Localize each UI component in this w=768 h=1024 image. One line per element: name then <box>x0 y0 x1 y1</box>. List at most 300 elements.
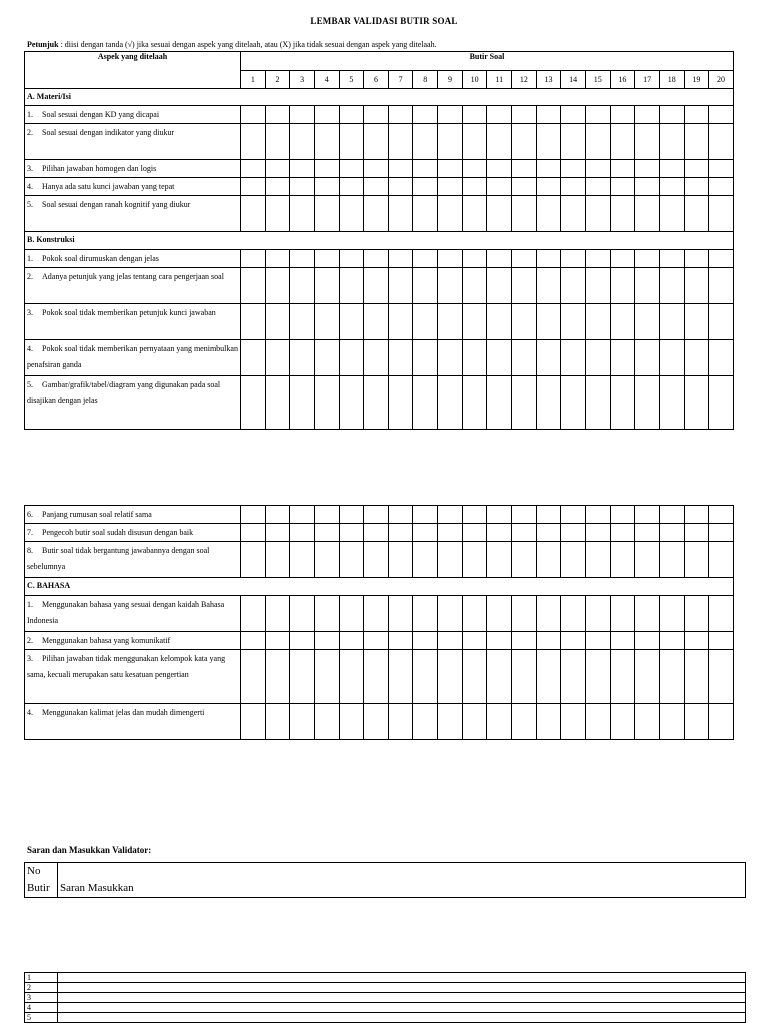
check-cell-item-17[interactable] <box>635 650 660 704</box>
check-cell-item-17[interactable] <box>635 524 660 542</box>
check-cell-item-2[interactable] <box>265 596 290 632</box>
check-cell-item-13[interactable] <box>536 250 561 268</box>
check-cell-item-9[interactable] <box>438 106 463 124</box>
check-cell-item-6[interactable] <box>364 340 389 376</box>
check-cell-item-3[interactable] <box>290 542 315 578</box>
check-cell-item-18[interactable] <box>659 196 684 232</box>
check-cell-item-16[interactable] <box>610 542 635 578</box>
check-cell-item-7[interactable] <box>388 106 413 124</box>
check-cell-item-11[interactable] <box>487 596 512 632</box>
check-cell-item-5[interactable] <box>339 596 364 632</box>
check-cell-item-4[interactable] <box>314 632 339 650</box>
check-cell-item-8[interactable] <box>413 524 438 542</box>
check-cell-item-9[interactable] <box>438 160 463 178</box>
check-cell-item-3[interactable] <box>290 650 315 704</box>
check-cell-item-13[interactable] <box>536 596 561 632</box>
check-cell-item-12[interactable] <box>512 376 537 430</box>
check-cell-item-12[interactable] <box>512 542 537 578</box>
check-cell-item-16[interactable] <box>610 178 635 196</box>
check-cell-item-18[interactable] <box>659 524 684 542</box>
check-cell-item-17[interactable] <box>635 704 660 740</box>
check-cell-item-7[interactable] <box>388 268 413 304</box>
check-cell-item-10[interactable] <box>462 124 487 160</box>
check-cell-item-5[interactable] <box>339 106 364 124</box>
check-cell-item-1[interactable] <box>241 340 266 376</box>
check-cell-item-5[interactable] <box>339 160 364 178</box>
check-cell-item-6[interactable] <box>364 304 389 340</box>
check-cell-item-18[interactable] <box>659 704 684 740</box>
check-cell-item-16[interactable] <box>610 268 635 304</box>
check-cell-item-8[interactable] <box>413 160 438 178</box>
check-cell-item-16[interactable] <box>610 650 635 704</box>
check-cell-item-13[interactable] <box>536 196 561 232</box>
check-cell-item-4[interactable] <box>314 178 339 196</box>
check-cell-item-17[interactable] <box>635 250 660 268</box>
check-cell-item-1[interactable] <box>241 704 266 740</box>
check-cell-item-12[interactable] <box>512 268 537 304</box>
check-cell-item-17[interactable] <box>635 632 660 650</box>
check-cell-item-11[interactable] <box>487 250 512 268</box>
check-cell-item-6[interactable] <box>364 178 389 196</box>
check-cell-item-13[interactable] <box>536 340 561 376</box>
check-cell-item-9[interactable] <box>438 596 463 632</box>
check-cell-item-12[interactable] <box>512 506 537 524</box>
check-cell-item-3[interactable] <box>290 106 315 124</box>
check-cell-item-13[interactable] <box>536 542 561 578</box>
check-cell-item-14[interactable] <box>561 268 586 304</box>
check-cell-item-10[interactable] <box>462 632 487 650</box>
check-cell-item-1[interactable] <box>241 304 266 340</box>
check-cell-item-2[interactable] <box>265 524 290 542</box>
check-cell-item-3[interactable] <box>290 124 315 160</box>
check-cell-item-17[interactable] <box>635 124 660 160</box>
check-cell-item-9[interactable] <box>438 340 463 376</box>
check-cell-item-18[interactable] <box>659 304 684 340</box>
check-cell-item-10[interactable] <box>462 340 487 376</box>
check-cell-item-10[interactable] <box>462 376 487 430</box>
check-cell-item-6[interactable] <box>364 160 389 178</box>
check-cell-item-14[interactable] <box>561 524 586 542</box>
check-cell-item-5[interactable] <box>339 304 364 340</box>
check-cell-item-18[interactable] <box>659 340 684 376</box>
check-cell-item-13[interactable] <box>536 160 561 178</box>
check-cell-item-7[interactable] <box>388 304 413 340</box>
check-cell-item-15[interactable] <box>585 124 610 160</box>
check-cell-item-2[interactable] <box>265 106 290 124</box>
check-cell-item-10[interactable] <box>462 178 487 196</box>
check-cell-item-14[interactable] <box>561 704 586 740</box>
check-cell-item-19[interactable] <box>684 106 709 124</box>
check-cell-item-11[interactable] <box>487 106 512 124</box>
check-cell-item-19[interactable] <box>684 160 709 178</box>
check-cell-item-9[interactable] <box>438 542 463 578</box>
check-cell-item-2[interactable] <box>265 196 290 232</box>
check-cell-item-19[interactable] <box>684 196 709 232</box>
check-cell-item-1[interactable] <box>241 376 266 430</box>
check-cell-item-20[interactable] <box>709 524 734 542</box>
check-cell-item-4[interactable] <box>314 268 339 304</box>
check-cell-item-11[interactable] <box>487 124 512 160</box>
check-cell-item-7[interactable] <box>388 250 413 268</box>
saran-row-input[interactable] <box>58 1013 746 1023</box>
check-cell-item-17[interactable] <box>635 196 660 232</box>
check-cell-item-1[interactable] <box>241 178 266 196</box>
check-cell-item-13[interactable] <box>536 632 561 650</box>
check-cell-item-3[interactable] <box>290 304 315 340</box>
check-cell-item-9[interactable] <box>438 376 463 430</box>
check-cell-item-7[interactable] <box>388 376 413 430</box>
check-cell-item-16[interactable] <box>610 596 635 632</box>
check-cell-item-8[interactable] <box>413 340 438 376</box>
check-cell-item-15[interactable] <box>585 376 610 430</box>
check-cell-item-6[interactable] <box>364 506 389 524</box>
check-cell-item-5[interactable] <box>339 250 364 268</box>
check-cell-item-6[interactable] <box>364 542 389 578</box>
check-cell-item-13[interactable] <box>536 524 561 542</box>
check-cell-item-14[interactable] <box>561 178 586 196</box>
saran-row-input[interactable] <box>58 983 746 993</box>
check-cell-item-13[interactable] <box>536 268 561 304</box>
check-cell-item-18[interactable] <box>659 124 684 160</box>
check-cell-item-1[interactable] <box>241 524 266 542</box>
check-cell-item-20[interactable] <box>709 650 734 704</box>
check-cell-item-6[interactable] <box>364 124 389 160</box>
check-cell-item-7[interactable] <box>388 178 413 196</box>
check-cell-item-17[interactable] <box>635 596 660 632</box>
check-cell-item-11[interactable] <box>487 304 512 340</box>
check-cell-item-9[interactable] <box>438 506 463 524</box>
check-cell-item-12[interactable] <box>512 650 537 704</box>
check-cell-item-15[interactable] <box>585 596 610 632</box>
check-cell-item-2[interactable] <box>265 542 290 578</box>
check-cell-item-4[interactable] <box>314 160 339 178</box>
check-cell-item-3[interactable] <box>290 704 315 740</box>
check-cell-item-14[interactable] <box>561 596 586 632</box>
check-cell-item-14[interactable] <box>561 304 586 340</box>
check-cell-item-15[interactable] <box>585 524 610 542</box>
check-cell-item-14[interactable] <box>561 106 586 124</box>
check-cell-item-10[interactable] <box>462 704 487 740</box>
check-cell-item-20[interactable] <box>709 632 734 650</box>
check-cell-item-4[interactable] <box>314 196 339 232</box>
check-cell-item-12[interactable] <box>512 106 537 124</box>
check-cell-item-8[interactable] <box>413 196 438 232</box>
check-cell-item-10[interactable] <box>462 650 487 704</box>
check-cell-item-16[interactable] <box>610 124 635 160</box>
check-cell-item-14[interactable] <box>561 376 586 430</box>
check-cell-item-8[interactable] <box>413 650 438 704</box>
check-cell-item-14[interactable] <box>561 160 586 178</box>
check-cell-item-5[interactable] <box>339 704 364 740</box>
check-cell-item-1[interactable] <box>241 124 266 160</box>
check-cell-item-4[interactable] <box>314 650 339 704</box>
check-cell-item-19[interactable] <box>684 650 709 704</box>
check-cell-item-6[interactable] <box>364 632 389 650</box>
check-cell-item-8[interactable] <box>413 596 438 632</box>
check-cell-item-8[interactable] <box>413 506 438 524</box>
check-cell-item-5[interactable] <box>339 632 364 650</box>
check-cell-item-1[interactable] <box>241 596 266 632</box>
check-cell-item-15[interactable] <box>585 250 610 268</box>
check-cell-item-11[interactable] <box>487 704 512 740</box>
check-cell-item-9[interactable] <box>438 196 463 232</box>
check-cell-item-15[interactable] <box>585 196 610 232</box>
check-cell-item-14[interactable] <box>561 250 586 268</box>
check-cell-item-1[interactable] <box>241 542 266 578</box>
check-cell-item-8[interactable] <box>413 704 438 740</box>
check-cell-item-4[interactable] <box>314 340 339 376</box>
check-cell-item-12[interactable] <box>512 304 537 340</box>
check-cell-item-18[interactable] <box>659 268 684 304</box>
check-cell-item-15[interactable] <box>585 160 610 178</box>
check-cell-item-12[interactable] <box>512 250 537 268</box>
check-cell-item-11[interactable] <box>487 196 512 232</box>
check-cell-item-7[interactable] <box>388 596 413 632</box>
check-cell-item-10[interactable] <box>462 596 487 632</box>
check-cell-item-7[interactable] <box>388 650 413 704</box>
check-cell-item-11[interactable] <box>487 650 512 704</box>
check-cell-item-4[interactable] <box>314 596 339 632</box>
check-cell-item-9[interactable] <box>438 250 463 268</box>
check-cell-item-10[interactable] <box>462 160 487 178</box>
check-cell-item-18[interactable] <box>659 106 684 124</box>
check-cell-item-1[interactable] <box>241 506 266 524</box>
check-cell-item-16[interactable] <box>610 376 635 430</box>
check-cell-item-5[interactable] <box>339 340 364 376</box>
check-cell-item-6[interactable] <box>364 524 389 542</box>
check-cell-item-13[interactable] <box>536 178 561 196</box>
check-cell-item-2[interactable] <box>265 304 290 340</box>
check-cell-item-12[interactable] <box>512 596 537 632</box>
check-cell-item-5[interactable] <box>339 650 364 704</box>
check-cell-item-2[interactable] <box>265 124 290 160</box>
check-cell-item-3[interactable] <box>290 160 315 178</box>
check-cell-item-16[interactable] <box>610 196 635 232</box>
check-cell-item-10[interactable] <box>462 524 487 542</box>
check-cell-item-9[interactable] <box>438 304 463 340</box>
check-cell-item-9[interactable] <box>438 524 463 542</box>
check-cell-item-8[interactable] <box>413 268 438 304</box>
saran-row-input[interactable] <box>58 1003 746 1013</box>
check-cell-item-4[interactable] <box>314 376 339 430</box>
check-cell-item-15[interactable] <box>585 542 610 578</box>
check-cell-item-15[interactable] <box>585 178 610 196</box>
check-cell-item-4[interactable] <box>314 506 339 524</box>
check-cell-item-3[interactable] <box>290 524 315 542</box>
check-cell-item-15[interactable] <box>585 304 610 340</box>
check-cell-item-13[interactable] <box>536 376 561 430</box>
check-cell-item-15[interactable] <box>585 632 610 650</box>
check-cell-item-15[interactable] <box>585 650 610 704</box>
check-cell-item-5[interactable] <box>339 376 364 430</box>
check-cell-item-18[interactable] <box>659 506 684 524</box>
check-cell-item-18[interactable] <box>659 178 684 196</box>
check-cell-item-15[interactable] <box>585 340 610 376</box>
check-cell-item-10[interactable] <box>462 542 487 578</box>
check-cell-item-17[interactable] <box>635 542 660 578</box>
check-cell-item-11[interactable] <box>487 506 512 524</box>
check-cell-item-14[interactable] <box>561 340 586 376</box>
check-cell-item-16[interactable] <box>610 524 635 542</box>
check-cell-item-7[interactable] <box>388 506 413 524</box>
check-cell-item-19[interactable] <box>684 524 709 542</box>
check-cell-item-8[interactable] <box>413 376 438 430</box>
check-cell-item-16[interactable] <box>610 304 635 340</box>
check-cell-item-3[interactable] <box>290 178 315 196</box>
check-cell-item-20[interactable] <box>709 250 734 268</box>
check-cell-item-4[interactable] <box>314 542 339 578</box>
check-cell-item-12[interactable] <box>512 524 537 542</box>
check-cell-item-1[interactable] <box>241 632 266 650</box>
check-cell-item-1[interactable] <box>241 106 266 124</box>
check-cell-item-9[interactable] <box>438 704 463 740</box>
check-cell-item-12[interactable] <box>512 704 537 740</box>
check-cell-item-6[interactable] <box>364 250 389 268</box>
check-cell-item-9[interactable] <box>438 268 463 304</box>
check-cell-item-13[interactable] <box>536 506 561 524</box>
check-cell-item-16[interactable] <box>610 250 635 268</box>
check-cell-item-17[interactable] <box>635 268 660 304</box>
check-cell-item-4[interactable] <box>314 250 339 268</box>
check-cell-item-20[interactable] <box>709 304 734 340</box>
check-cell-item-14[interactable] <box>561 196 586 232</box>
check-cell-item-15[interactable] <box>585 506 610 524</box>
check-cell-item-12[interactable] <box>512 160 537 178</box>
check-cell-item-18[interactable] <box>659 632 684 650</box>
check-cell-item-20[interactable] <box>709 268 734 304</box>
check-cell-item-9[interactable] <box>438 124 463 160</box>
check-cell-item-9[interactable] <box>438 650 463 704</box>
check-cell-item-20[interactable] <box>709 506 734 524</box>
saran-row-input[interactable] <box>58 993 746 1003</box>
check-cell-item-17[interactable] <box>635 106 660 124</box>
check-cell-item-6[interactable] <box>364 376 389 430</box>
check-cell-item-20[interactable] <box>709 178 734 196</box>
check-cell-item-8[interactable] <box>413 632 438 650</box>
check-cell-item-6[interactable] <box>364 196 389 232</box>
check-cell-item-9[interactable] <box>438 178 463 196</box>
check-cell-item-3[interactable] <box>290 196 315 232</box>
check-cell-item-6[interactable] <box>364 650 389 704</box>
check-cell-item-19[interactable] <box>684 178 709 196</box>
check-cell-item-8[interactable] <box>413 250 438 268</box>
check-cell-item-20[interactable] <box>709 124 734 160</box>
check-cell-item-1[interactable] <box>241 196 266 232</box>
check-cell-item-1[interactable] <box>241 650 266 704</box>
check-cell-item-11[interactable] <box>487 340 512 376</box>
check-cell-item-17[interactable] <box>635 304 660 340</box>
check-cell-item-5[interactable] <box>339 196 364 232</box>
check-cell-item-20[interactable] <box>709 704 734 740</box>
check-cell-item-1[interactable] <box>241 268 266 304</box>
check-cell-item-12[interactable] <box>512 340 537 376</box>
check-cell-item-10[interactable] <box>462 106 487 124</box>
check-cell-item-16[interactable] <box>610 632 635 650</box>
check-cell-item-5[interactable] <box>339 124 364 160</box>
check-cell-item-19[interactable] <box>684 506 709 524</box>
check-cell-item-11[interactable] <box>487 542 512 578</box>
check-cell-item-15[interactable] <box>585 704 610 740</box>
check-cell-item-13[interactable] <box>536 124 561 160</box>
check-cell-item-4[interactable] <box>314 124 339 160</box>
check-cell-item-20[interactable] <box>709 106 734 124</box>
check-cell-item-16[interactable] <box>610 160 635 178</box>
check-cell-item-12[interactable] <box>512 178 537 196</box>
check-cell-item-8[interactable] <box>413 106 438 124</box>
check-cell-item-18[interactable] <box>659 376 684 430</box>
check-cell-item-19[interactable] <box>684 304 709 340</box>
check-cell-item-2[interactable] <box>265 632 290 650</box>
check-cell-item-3[interactable] <box>290 376 315 430</box>
check-cell-item-14[interactable] <box>561 124 586 160</box>
check-cell-item-9[interactable] <box>438 632 463 650</box>
check-cell-item-7[interactable] <box>388 542 413 578</box>
check-cell-item-3[interactable] <box>290 268 315 304</box>
check-cell-item-3[interactable] <box>290 250 315 268</box>
check-cell-item-6[interactable] <box>364 106 389 124</box>
check-cell-item-20[interactable] <box>709 542 734 578</box>
check-cell-item-11[interactable] <box>487 178 512 196</box>
check-cell-item-10[interactable] <box>462 250 487 268</box>
check-cell-item-5[interactable] <box>339 542 364 578</box>
check-cell-item-1[interactable] <box>241 250 266 268</box>
check-cell-item-7[interactable] <box>388 524 413 542</box>
check-cell-item-5[interactable] <box>339 524 364 542</box>
check-cell-item-11[interactable] <box>487 632 512 650</box>
check-cell-item-2[interactable] <box>265 650 290 704</box>
check-cell-item-19[interactable] <box>684 632 709 650</box>
check-cell-item-17[interactable] <box>635 160 660 178</box>
check-cell-item-7[interactable] <box>388 704 413 740</box>
check-cell-item-19[interactable] <box>684 340 709 376</box>
check-cell-item-4[interactable] <box>314 106 339 124</box>
check-cell-item-6[interactable] <box>364 596 389 632</box>
check-cell-item-11[interactable] <box>487 268 512 304</box>
check-cell-item-16[interactable] <box>610 506 635 524</box>
check-cell-item-12[interactable] <box>512 124 537 160</box>
check-cell-item-19[interactable] <box>684 124 709 160</box>
check-cell-item-2[interactable] <box>265 250 290 268</box>
check-cell-item-7[interactable] <box>388 124 413 160</box>
check-cell-item-1[interactable] <box>241 160 266 178</box>
check-cell-item-18[interactable] <box>659 596 684 632</box>
check-cell-item-15[interactable] <box>585 268 610 304</box>
check-cell-item-2[interactable] <box>265 704 290 740</box>
check-cell-item-2[interactable] <box>265 376 290 430</box>
check-cell-item-4[interactable] <box>314 704 339 740</box>
saran-row-input[interactable] <box>58 973 746 983</box>
check-cell-item-14[interactable] <box>561 506 586 524</box>
check-cell-item-8[interactable] <box>413 124 438 160</box>
check-cell-item-17[interactable] <box>635 340 660 376</box>
check-cell-item-20[interactable] <box>709 340 734 376</box>
check-cell-item-7[interactable] <box>388 632 413 650</box>
check-cell-item-10[interactable] <box>462 268 487 304</box>
check-cell-item-2[interactable] <box>265 340 290 376</box>
check-cell-item-3[interactable] <box>290 632 315 650</box>
check-cell-item-18[interactable] <box>659 250 684 268</box>
check-cell-item-6[interactable] <box>364 704 389 740</box>
check-cell-item-7[interactable] <box>388 160 413 178</box>
check-cell-item-20[interactable] <box>709 596 734 632</box>
check-cell-item-12[interactable] <box>512 632 537 650</box>
check-cell-item-12[interactable] <box>512 196 537 232</box>
check-cell-item-14[interactable] <box>561 650 586 704</box>
check-cell-item-7[interactable] <box>388 196 413 232</box>
check-cell-item-19[interactable] <box>684 250 709 268</box>
check-cell-item-5[interactable] <box>339 268 364 304</box>
check-cell-item-8[interactable] <box>413 178 438 196</box>
